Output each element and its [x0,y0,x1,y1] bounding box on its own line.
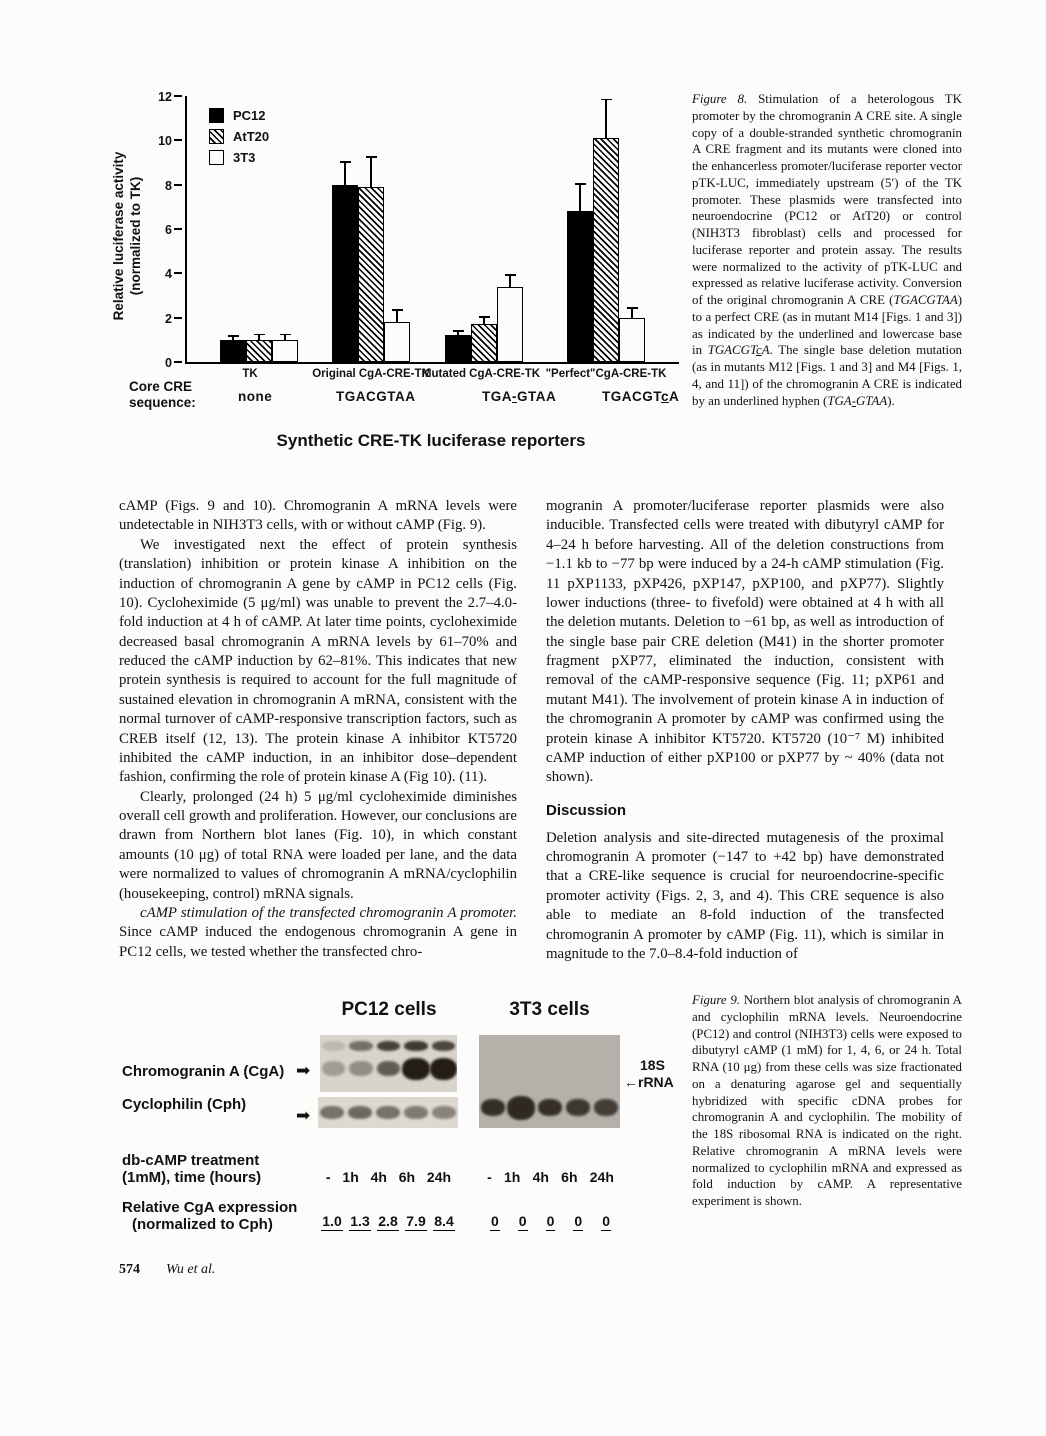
rrna-text: rRNA [638,1074,674,1090]
error-bar-cap [366,156,377,158]
cga-right-arrow-icon: ➡ [296,1061,311,1081]
rrna-arrow-line [624,1074,674,1091]
x-category-perfect: "Perfect"CgA-CRE-TK [545,368,667,380]
t3-swatch-icon [209,150,224,165]
error-bar-cap [575,183,586,185]
legend-label: PC12 [233,108,266,123]
error-bar-cap [280,334,291,336]
error-bar-cap [254,334,265,336]
error-bar [631,309,633,318]
bar-AtT20-group2 [471,324,497,362]
cyclophilin-row-label: Cyclophilin (Cph) [122,1096,247,1113]
blot-band [481,1099,505,1116]
sequence-none: none [238,389,273,404]
bar-PC12-group3 [567,211,593,362]
blot-band [377,1041,400,1051]
running-authors: Wu et al. [166,1262,216,1277]
bar-AtT20-group3 [593,138,619,362]
error-bar [457,332,459,335]
treatment-label-line2: (1mM), time (hours) [122,1169,262,1186]
bar-3T3-group2 [497,287,523,362]
lane-label: - [325,1169,331,1185]
expression-label-line2: (normalized to Cph) [132,1216,273,1233]
blot-band [377,1061,400,1076]
chart-y-axis-label [110,97,144,375]
paragraph: Clearly, prolonged (24 h) 5 μg/ml cycloheximide diminishes overall cell growth and proliferation. However, our conclusions are drawn from Northern blot lanes (Fig. 10), in which constant amounts (10 μg) of total RNA were loaded per lane, and the data were normalized to values of chromogranin A mRNA/cyclophilin (housekeeping, control) mRNA signals. [119,788,517,902]
treatment-label-line1: db-cAMP treatment [122,1152,260,1169]
y-tick-label: 12 [158,90,172,104]
sequence-mutated: TGA-GTAA [482,389,557,404]
rrna-marker-label [624,1057,674,1091]
bar-PC12-group0 [220,340,246,362]
bar-PC12-group2 [445,335,471,362]
chart-title: Synthetic CRE-TK luciferase reporters [276,431,586,450]
expression-value: 2.8 [378,1213,398,1229]
blot-band [430,1058,457,1080]
pc12-lane-labels [320,1169,457,1185]
blot-band [432,1041,455,1051]
y-tick-label: 6 [165,223,172,237]
sequence-original: TGACGTAA [336,389,416,404]
error-bar [509,276,511,287]
bar-3T3-group3 [619,318,645,362]
core-cre-label-line1: Core CRE [129,379,193,394]
figure-8-caption: Figure 8. Stimulation of a heterologous TK promoter by the chromogranin A CRE site. A single copy of a double-stranded synthetic chromogranin A CRE fragment and its mutants were cloned into the enhancerless promoter/luciferase reporter vector pTK-LUC, immediately upstream (5′) of the TK promoter. These plasmids were transfected into neuroendocrine (PC12 or AtT20) or control (NIH3T3 fibroblast) cells and processed for luciferase reporter and protein assay. The results were normalized to the activity of pTK-LUC and expressed as relative luciferase activity. Conversion of the original chromogranin A CRE (TGACGTAA) to a perfect CRE (as in mutant M14 [Figs. 1 and 3]) as indicated by the underlined and lowercase base in TGACGTcA. The single base deletion mutation (as in mutants M12 [Figs. 1 and 3] and M4 [Figs. 1, 4, and 11]) of the chromogranin A CRE is indicated by an underlined hyphen (TGA-GTAA). [692,92,962,408]
blot-band [404,1106,428,1119]
error-bar [232,337,234,340]
blot-band [402,1058,429,1080]
att20-swatch-icon [209,129,224,144]
lane-label: 6h [398,1169,416,1185]
chromogranin-row-label: Chromogranin A (CgA) [122,1063,285,1080]
legend-item-pc12 [209,108,269,123]
core-cre-sequence-label [129,379,196,411]
body-column-left [119,497,517,962]
blot-band [404,1041,427,1051]
bar-AtT20-group1 [358,187,384,362]
x-category-mutated: Mutated CgA-CRE-TK [421,368,541,380]
error-bar [483,318,485,325]
expression-value: 0 [491,1213,499,1229]
error-bar-cap [228,335,239,337]
legend-label: AtT20 [233,129,270,144]
blot-band [566,1099,590,1116]
paragraph: mogranin A promoter/luciferase reporter plasmids were also inducible. Transfected cells were treated with dibutyryl cAMP for 4–24 h before harvesting. All of the deletion constructions from −1.1 kb to −77 bp were induced by a 24-h cAMP stimulation (Fig. 11 pXP1133, pXP426, pXP147, pXP100, and pXP77). Slightly lower inductions (three- to fivefold) were obtained at 4 h with all the deletion mutants. Deletion to −61 bp, as well as introduction of the single base pair CRE deletion (M41) in the shorter promoter fragment pXP77, eliminated the induction, consistent with removal of the cAMP-responsive sequence (Fig. 11; pXP61 and mutant M41). The involvement of protein kinase A in induction of the chromogranin A promoter by cAMP was confirmed using the protein kinase A inhibitor KT5720. KT5720 (10⁻⁷ M) inhibited cAMP induction of either pXP100 or pXP77 by ~ 40% (data not shown). [546,498,944,786]
paragraph: We investigated next the effect of protein synthesis (translation) inhibition or protein kinase A inhibition on the induction of chromogranin A gene by cAMP in PC12 cells (Fig. 10). Cycloheximide (5 μg/ml) was unable to prevent the 2.7–4.0-fold induction at 4 h of cAMP. At later time points, cycloheximide decreased basal chromogranin A mRNA levels by 61–70% and reduced the cAMP induction by 62–81%. This indicates that new protein synthesis is required to account for the full magnitude of sustained elevation in chromogranin A mRNA, consistent with the normal turnover of cAMP-responsive transcription factors, such as CREB itself (12, 13). The protein kinase A inhibitor KT5720 inhibited the cAMP induction, in an inhibitor dose–dependent fashion, confirming the role of protein kinase A (Fig 10). (11). [119,536,517,786]
y-tick-mark [174,184,182,186]
blot-band [322,1061,345,1076]
paragraph: cAMP stimulation of the transfected chromogranin A promoter. Since cAMP induced the endogenous chromogranin A gene in PC12 cells, we tested whether the transfected chro- [119,904,517,960]
y-tick-label: 0 [165,356,172,370]
blot-band [538,1099,562,1116]
error-bar [258,335,260,339]
expression-value: 0 [518,1213,527,1229]
expression-value: 0 [602,1213,610,1229]
sequence-perfect: TGACGTcA [602,389,680,404]
expression-value: 0 [574,1213,583,1229]
y-tick-label: 2 [165,311,172,326]
expression-value: 0 [546,1213,555,1229]
legend-label: 3T3 [233,150,256,165]
lane-label: - [487,1169,492,1185]
pc12-cph-blot-panel [318,1097,458,1128]
error-bar-cap [392,309,403,311]
blot-band [432,1106,456,1119]
y-axis-label-line2: (normalized to TK) [128,176,143,296]
bar-PC12-group1 [332,185,358,362]
legend-item-att20 [209,129,269,144]
pc12-cga-blot-panel [320,1035,457,1092]
lane-label: 6h [561,1169,578,1185]
error-bar [284,335,286,339]
lane-label: 24h [589,1169,614,1185]
chart-legend [209,108,269,171]
x-category-tk: TK [242,368,258,380]
expression-value: 1.3 [350,1213,370,1229]
blot-band [322,1041,345,1051]
pc12-cells-header: PC12 cells [341,999,437,1020]
expression-value: 7.9 [406,1213,426,1229]
error-bar-cap [601,99,612,101]
chart-y-axis [146,90,182,370]
error-bar [605,100,607,138]
error-bar [579,185,581,212]
lane-label: 1h [504,1169,521,1185]
y-axis-label-line1: Relative luciferase activity [111,151,126,321]
lane-label: 4h [532,1169,549,1185]
y-tick-mark [174,95,182,97]
error-bar [396,311,398,322]
t3-blot-panel [479,1035,620,1128]
pc12-expression-values [318,1213,458,1231]
y-tick-mark [174,228,182,230]
y-tick-label: 10 [158,134,172,149]
chart-plot [185,96,679,364]
blot-band [349,1061,372,1076]
cph-right-arrow-icon: ➡ [296,1106,311,1126]
paragraph: Deletion analysis and site-directed mutagenesis of the proximal chromogranin A promoter (−147 to +42 bp) have demonstrated that a CRE-like sequence is crucial for neuroendocrine-specific promoter activity (Figs. 2, 3, and 4). This CRE sequence is also able to mediate an 8-fold induction of the transfected chromogranin A promoter by cAMP (Fig. 11), which is similar in magnitude to the 7.0–8.4-fold induction of [546,829,944,962]
error-bar-cap [627,307,638,309]
t3-cells-header: 3T3 cells [509,999,590,1020]
y-tick-mark [174,272,182,274]
error-bar-cap [340,161,351,163]
expression-label-line1: Relative CgA expression [122,1199,298,1216]
y-tick-label: 4 [165,267,172,282]
y-tick-label: 8 [165,178,172,193]
t3-expression-values [481,1213,620,1231]
discussion-heading: Discussion [546,801,627,819]
expression-label [122,1199,297,1233]
error-bar-cap [479,316,490,318]
blot-band [507,1096,535,1120]
bar-3T3-group0 [272,340,298,362]
x-category-original: Original CgA-CRE-TK [312,368,430,380]
paragraph: cAMP (Figs. 9 and 10). Chromogranin A mRNA levels were undetectable in NIH3T3 cells, with or without cAMP (Fig. 9). [119,498,517,534]
pc12-swatch-icon [209,108,224,123]
expression-value: 1.0 [322,1213,342,1229]
body-column-right [546,497,944,964]
error-bar-cap [453,330,464,332]
blot-band [320,1106,344,1119]
rrna-18s-label: 18S [640,1057,665,1073]
blot-band [349,1041,372,1051]
t3-lane-labels [481,1169,620,1185]
blot-band [348,1106,372,1119]
lane-label: 4h [370,1169,387,1185]
core-cre-label-line2: sequence: [129,395,196,410]
expression-value: 8.4 [434,1213,454,1229]
bar-3T3-group1 [384,322,410,362]
figure-9-caption: Figure 9. Northern blot analysis of chromogranin A and cyclophilin mRNA levels. Neuroendocrine (PC12) and control (NIH3T3) cells were exposed to dibutyryl cAMP (1 mM) for 1, 4, 6, or 24 h. Total RNA (10 μg) from these cells was size fractionated on a denaturing agarose gel and sequentially hybridized with specific cDNA probes for chromogranin A and cyclophilin. The mobility of the 18S ribosomal RNA is indicated on the right. Relative chromogranin A mRNA levels were normalized to cyclophilin mRNA and expressed as fold induction by cAMP. A representative experiment is shown. [692,993,962,1209]
y-tick-mark [174,361,182,363]
y-tick-mark [174,139,182,141]
error-bar [370,158,372,187]
treatment-label [122,1152,261,1186]
bar-AtT20-group0 [246,340,272,362]
error-bar [344,163,346,185]
lane-label: 1h [342,1169,359,1185]
legend-item-3t3 [209,150,269,165]
error-bar-cap [505,274,516,276]
page-number: 574 [119,1262,140,1277]
blot-band [376,1106,400,1119]
left-arrow-icon: ← [624,1074,638,1090]
lane-label: 24h [426,1169,452,1185]
y-tick-mark [174,317,182,319]
blot-band [594,1099,618,1116]
